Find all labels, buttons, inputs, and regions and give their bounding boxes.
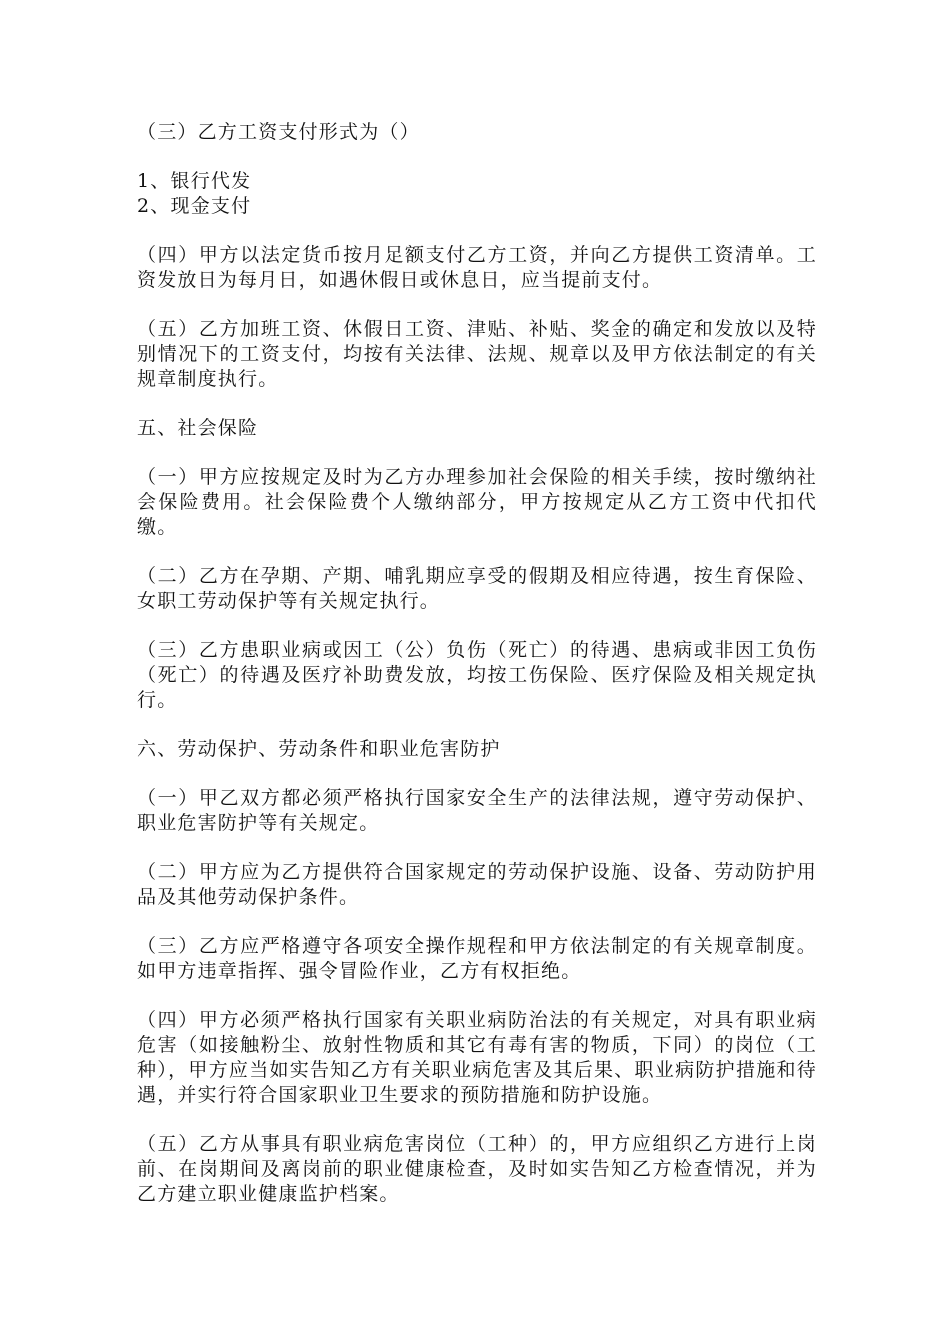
paragraph-protection-3: （三）乙方应严格遵守各项安全操作规程和甲方依法制定的有关规章制度。如甲方违章指挥、强令冒险作业，乙方有权拒绝。 xyxy=(137,935,817,982)
paragraph-wage-monthly: （四）甲方以法定货币按月足额支付乙方工资，并向乙方提供工资清单。工资发放日为每月日，如遇休假日或休息日，应当提前支付。 xyxy=(137,244,817,291)
list-item: 1、银行代发 xyxy=(137,170,252,192)
paragraph-protection-2: （二）甲方应为乙方提供符合国家规定的劳动保护设施、设备、劳动防护用品及其他劳动保护条件。 xyxy=(137,861,817,908)
paragraph-social-2: （二）乙方在孕期、产期、哺乳期应享受的假期及相应待遇，按生育保险、女职工劳动保护等有关规定执行。 xyxy=(137,565,817,612)
section-heading-labor-protection: 六、劳动保护、劳动条件和职业危害防护 xyxy=(137,738,501,760)
paragraph-wage-form: （三）乙方工资支付形式为（） xyxy=(137,121,420,143)
paragraph-protection-4: （四）甲方必须严格执行国家有关职业病防治法的有关规定，对具有职业病危害（如接触粉尘、放射性物质和其它有毒有害的物质，下同）的岗位（工种），甲方应当如实告知乙方有关职业病危害及其后果、职业病防护措施和待遇，并实行符合国家职业卫生要求的预防措施和防护设施。 xyxy=(137,1009,817,1106)
document-page xyxy=(137,120,817,1231)
paragraph-social-3: （三）乙方患职业病或因工（公）负伤（死亡）的待遇、患病或非因工负伤（死亡）的待遇及医疗补助费发放，均按工伤保险、医疗保险及相关规定执行。 xyxy=(137,639,817,711)
paragraph-social-1: （一）甲方应按规定及时为乙方办理参加社会保险的相关手续，按时缴纳社会保险费用。社会保险费个人缴纳部分，甲方按规定从乙方工资中代扣代缴。 xyxy=(137,466,817,538)
list-item: 2、现金支付 xyxy=(137,195,252,217)
paragraph-protection-5: （五）乙方从事具有职业病危害岗位（工种）的，甲方应组织乙方进行上岗前、在岗期间及离岗前的职业健康检查，及时如实告知乙方检查情况，并为乙方建立职业健康监护档案。 xyxy=(137,1133,817,1205)
section-heading-social-insurance: 五、社会保险 xyxy=(137,417,259,439)
wage-options-list xyxy=(137,169,817,219)
paragraph-overtime: （五）乙方加班工资、休假日工资、津贴、补贴、奖金的确定和发放以及特别情况下的工资支付，均按有关法律、法规、规章以及甲方依法制定的有关规章制度执行。 xyxy=(137,318,817,390)
paragraph-protection-1: （一）甲乙双方都必须严格执行国家安全生产的法律法规，遵守劳动保护、职业危害防护等有关规定。 xyxy=(137,787,817,834)
